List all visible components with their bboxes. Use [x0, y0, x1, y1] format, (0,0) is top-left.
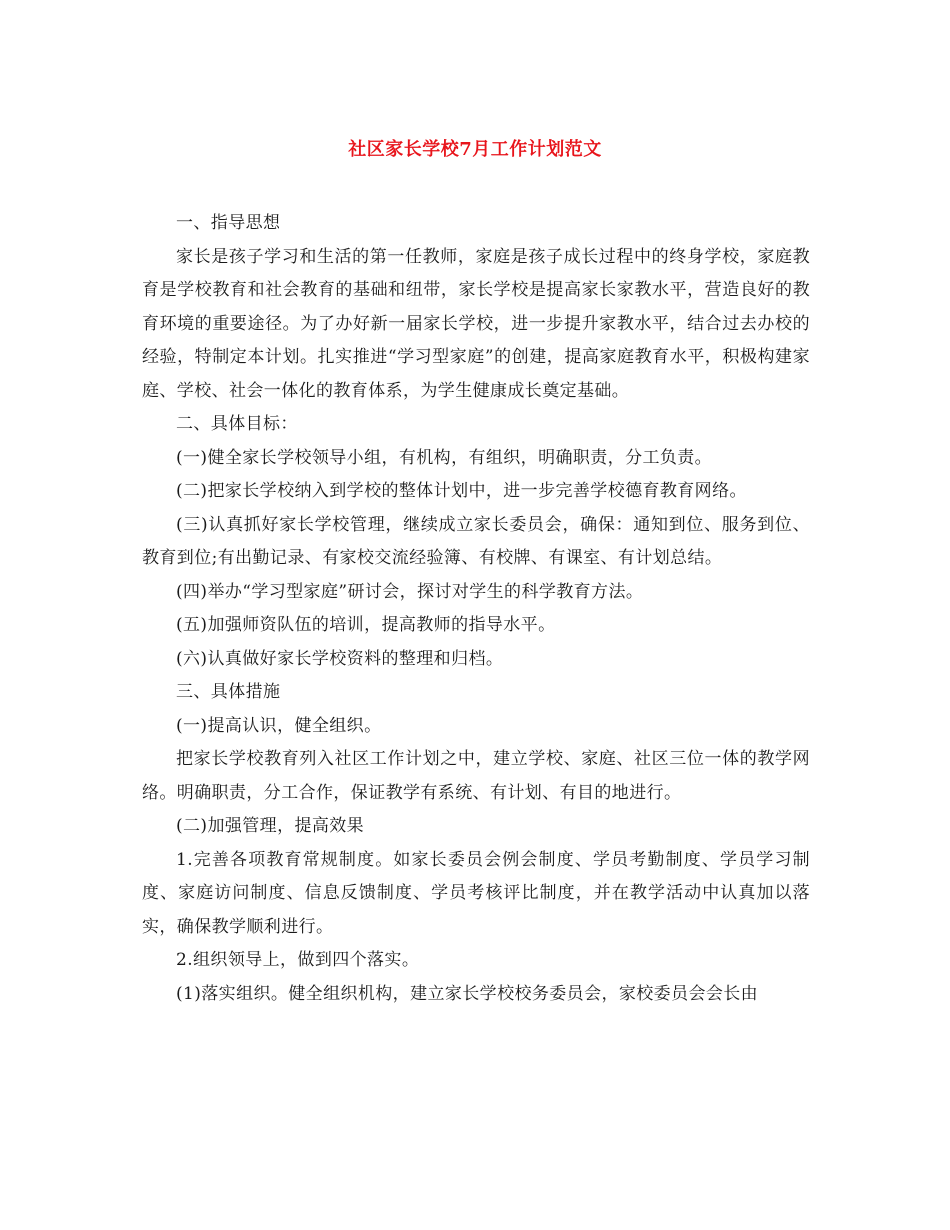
section-heading-guiding-thought: 一、指导思想	[176, 213, 281, 233]
measure-paragraph-1: 把家长学校教育列入社区工作计划之中，建立学校、家庭、社区三位一体的教学网络。明确职责，分工合作，保证教学有系统、有计划、有目的地进行。	[142, 749, 810, 803]
goal-item-3: (三)认真抓好家长学校管理，继续成立家长委员会，确保：通知到位、服务到位、教育到位;有出勤记录、有家校交流经验簿、有校牌、有课室、有计划总结。	[142, 514, 810, 568]
goal-item-2: (二)把家长学校纳入到学校的整体计划中，进一步完善学校德育教育网络。	[176, 481, 747, 501]
measure-item-2: 2.组织领导上，做到四个落实。	[176, 950, 420, 970]
goal-item-4: (四)举办“学习型家庭”研讨会，探讨对学生的科学教育方法。	[176, 581, 644, 602]
section-heading-measures: 三、具体措施	[176, 682, 281, 702]
document-title: 社区家长学校7月工作计划范文	[348, 139, 602, 160]
goal-item-6: (六)认真做好家长学校资料的整理和归档。	[176, 648, 504, 669]
measure-heading-1: (一)提高认识，健全组织。	[176, 715, 382, 736]
measure-item-1: 1.完善各项教育常规制度。如家长委员会例会制度、学员考勤制度、学员学习制度、家庭访问制度、信息反馈制度、学员考核评比制度，并在教学活动中认真加以落实，确保教学顺利进行。	[142, 849, 810, 937]
measure-subitem-1: (1)落实组织。健全组织机构，建立家长学校校务委员会，家校委员会会长由	[176, 983, 759, 1004]
paragraph-guiding-thought: 家长是孩子学习和生活的第一任教师，家庭是孩子成长过程中的终身学校，家庭教育是学校教育和社会教育的基础和纽带，家长学校是提高家长家教水平，营造良好的教育环境的重要途径。为了办好新一届家长学校，进一步提升家教水平，结合过去办校的经验，特制定本计划。扎实推进“学习型家庭”的创建，提高家庭教育水平，积极构建家庭、学校、社会一体化的教育体系，为学生健康成长奠定基础。	[142, 246, 810, 401]
section-heading-goals: 二、具体目标：	[176, 414, 298, 434]
goal-item-1: (一)健全家长学校领导小组，有机构，有组织，明确职责，分工负责。	[176, 447, 713, 468]
document-body	[142, 207, 810, 1011]
goal-item-5: (五)加强师资队伍的培训，提高教师的指导水平。	[176, 615, 556, 635]
measure-heading-2: (二)加强管理，提高效果	[176, 816, 365, 836]
